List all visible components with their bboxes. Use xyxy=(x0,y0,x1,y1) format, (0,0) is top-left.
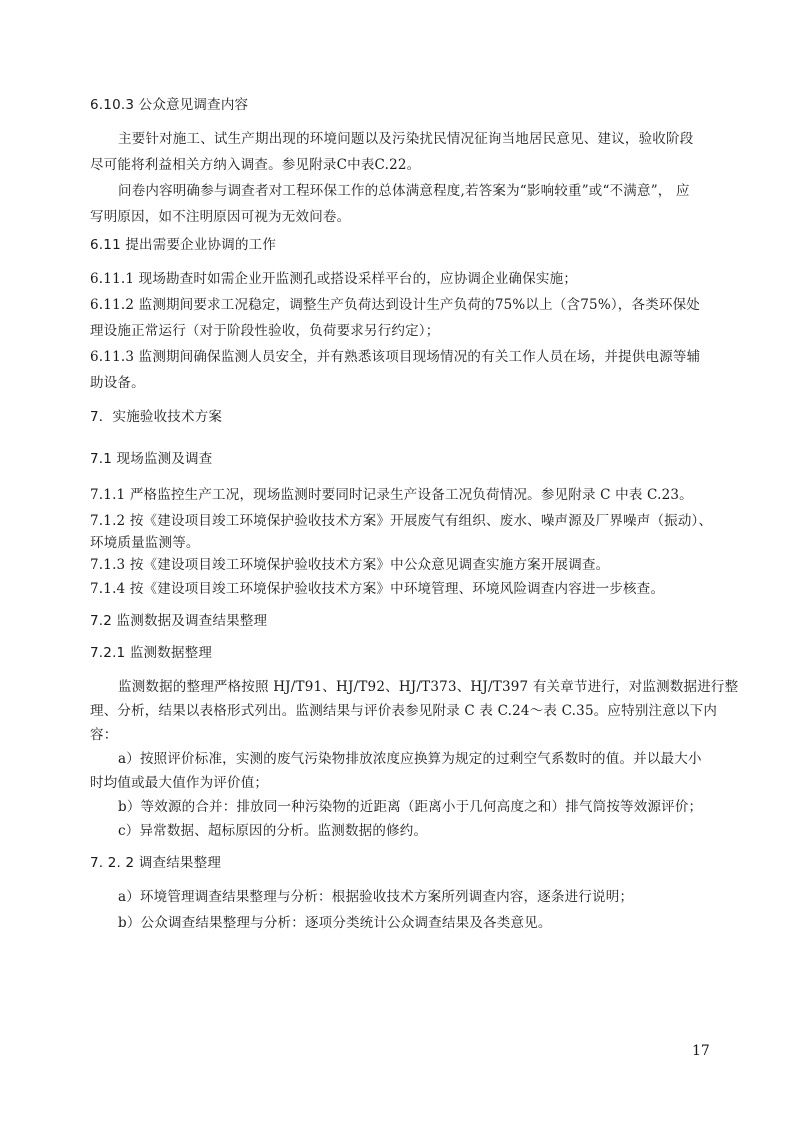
item-7-1-2-line-2: 环境质量监测等。 xyxy=(90,535,200,551)
paragraph-data-line-2: 理、分析，结果以表格形式列出。监测结果与评价表参见附录 C 表 C.24～表 C.35。应特别注意以下内 xyxy=(90,703,718,719)
list-item-7-2-2-a: a）环境管理调查结果整理与分析：根据验收技术方案所列调查内容，逐条进行说明； xyxy=(118,889,634,905)
paragraph-public-opinion-line-2: 尽可能将利益相关方纳入调查。参见附录C中表C.22。 xyxy=(90,157,421,173)
heading-7-2: 7.2 监测数据及调查结果整理 xyxy=(90,613,268,629)
paragraph-data-line-1: 监测数据的整理严格按照 HJ/T91、HJ/T92、HJ/T373、HJ/T397 有关章节进行，对监测数据进行整 xyxy=(118,679,739,695)
heading-6-11: 6.11 提出需要企业协调的工作 xyxy=(90,237,277,253)
list-item-b: b）等效源的合并：排放同一种污染物的近距离（距离小于几何高度之和）排气筒按等效源评价； xyxy=(118,799,703,815)
heading-7-2-2: 7. 2. 2 调查结果整理 xyxy=(90,855,222,871)
heading-6-10-3: 6.10.3 公众意见调查内容 xyxy=(90,97,249,113)
item-7-1-3: 7.1.3 按《建设项目竣工环境保护验收技术方案》中公众意见调查实施方案开展调查。 xyxy=(90,557,610,573)
page-number: 17 xyxy=(692,1043,710,1059)
heading-7: 7．实施验收技术方案 xyxy=(90,409,223,425)
item-7-1-2-line-1: 7.1.2 按《建设项目竣工环境保护验收技术方案》开展废气有组织、废水、噪声源及厂界噪声（振动）、 xyxy=(90,513,713,529)
paragraph-data-line-3: 容： xyxy=(90,727,118,743)
paragraph-questionnaire-line-2: 写明原因，如不注明原因可视为无效问卷。 xyxy=(90,209,351,225)
item-6-11-3-line-1: 6.11.3 监测期间确保监测人员安全，并有熟悉该项目现场情况的有关工作人员在场，并提供电源等辅 xyxy=(90,349,701,365)
paragraph-questionnaire-line-1: 问卷内容明确参与调查者对工程环保工作的总体满意程度,若答案为“影响较重”或“不满意”， 应 xyxy=(118,183,690,199)
list-item-c: c）异常数据、超标原因的分析。监测数据的修约。 xyxy=(118,823,428,839)
list-item-a-line-1: a）按照评价标准，实测的废气污染物排放浓度应换算为规定的过剩空气系数时的值。并以最大小 xyxy=(118,751,702,767)
item-7-1-1: 7.1.1 严格监控生产工况，现场监测时要同时记录生产设备工况负荷情况。参见附录 C 中表 C.23。 xyxy=(90,487,693,503)
list-item-a-line-2: 时均值或最大值作为评价值； xyxy=(90,775,269,791)
item-6-11-1: 6.11.1 现场勘查时如需企业开监测孔或搭设采样平台的，应协调企业确保实施； xyxy=(90,271,578,287)
item-6-11-3-line-2: 助设备。 xyxy=(90,375,145,391)
item-6-11-2-line-2: 理设施正常运行（对于阶段性验收，负荷要求另行约定）； xyxy=(90,323,440,339)
heading-7-1: 7.1 现场监测及调查 xyxy=(90,451,213,467)
heading-7-2-1: 7.2.1 监测数据整理 xyxy=(90,645,213,661)
item-7-1-4: 7.1.4 按《建设项目竣工环境保护验收技术方案》中环境管理、环境风险调查内容进一步核查。 xyxy=(90,581,665,597)
item-6-11-2-line-1: 6.11.2 监测期间要求工况稳定，调整生产负荷达到设计生产负荷的75%以上（含75%），各类环保处 xyxy=(90,297,700,313)
paragraph-public-opinion-line-1: 主要针对施工、试生产期出现的环境问题以及污染扰民情况征询当地居民意见、建议，验收阶段 xyxy=(118,131,694,147)
list-item-7-2-2-b: b）公众调查结果整理与分析：逐项分类统计公众调查结果及各类意见。 xyxy=(118,915,552,931)
